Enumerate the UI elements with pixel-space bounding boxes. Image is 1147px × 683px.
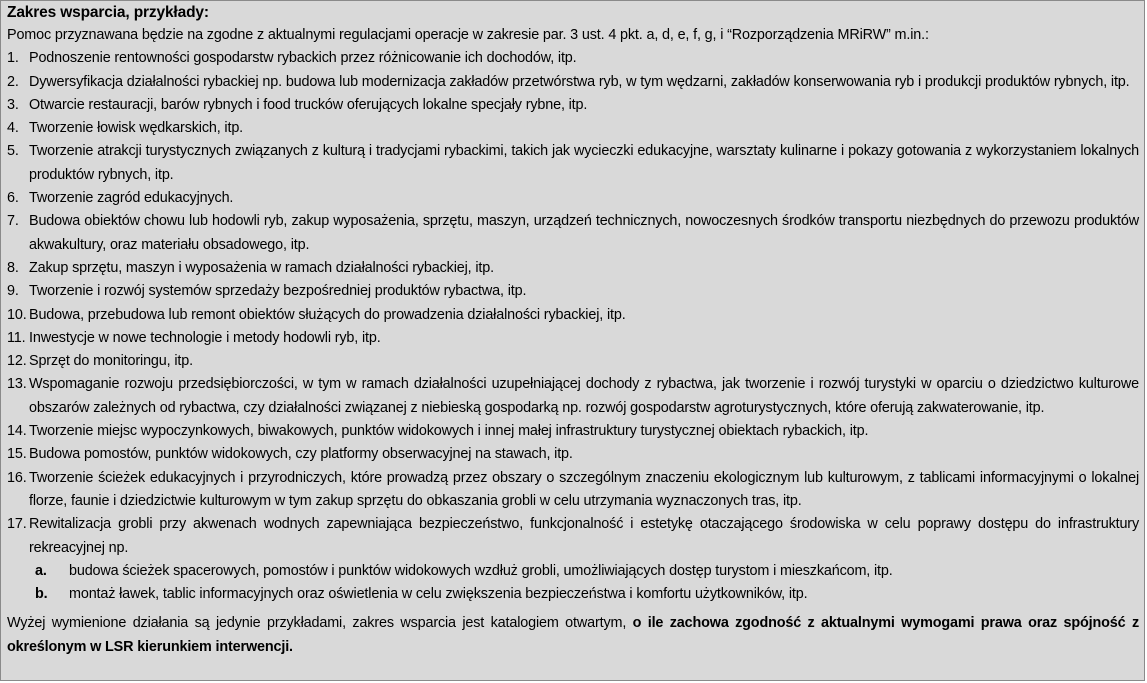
sub-list-text: montaż ławek, tablic informacyjnych oraz oświetlenia w celu zwiększenia bezpieczeństwa i komfortu użytkowników, itp. bbox=[69, 586, 808, 603]
list-item-text: Sprzęt do monitoringu, itp. bbox=[29, 353, 193, 370]
closing-paragraph bbox=[7, 612, 1139, 659]
list-item-text: Tworzenie i rozwój systemów sprzedaży bezpośredniej produktów rybactwa, itp. bbox=[29, 283, 527, 300]
list-item-number: 7. bbox=[7, 213, 19, 230]
list-item bbox=[7, 257, 1139, 280]
list-item-number: 6. bbox=[7, 190, 19, 207]
closing-text: Wyżej wymienione działania są jedynie przykładami, zakres wsparcia jest katalogiem otwartym, bbox=[7, 615, 633, 632]
numbered-list bbox=[7, 47, 1139, 560]
list-item-text: Inwestycje w nowe technologie i metody hodowli ryb, itp. bbox=[29, 329, 381, 346]
list-item-number: 15. bbox=[7, 446, 27, 463]
list-item-number: 1. bbox=[7, 50, 19, 67]
list-item bbox=[7, 350, 1139, 373]
list-item-number: 8. bbox=[7, 259, 19, 276]
list-item-text: Budowa pomostów, punktów widokowych, czy platformy obserwacyjnej na stawach, itp. bbox=[29, 446, 573, 463]
list-item-number: 16. bbox=[7, 469, 27, 486]
list-item-number: 11. bbox=[7, 329, 26, 346]
intro-paragraph: Pomoc przyznawana będzie na zgodne z aktualnymi regulacjami operacje w zakresie par. 3 ust. 4 pkt. a, d, e, f, g, i “Rozporządzenia MRiRW” m.in.: bbox=[7, 27, 929, 43]
list-item bbox=[7, 140, 1139, 187]
list-item bbox=[7, 327, 1139, 350]
list-item-text: Tworzenie ścieżek edukacyjnych i przyrodniczych, które prowadzą przez obszary o szczególnym znaczeniu ekologicznym lub kulturowym, z tablicami informacyjnymi o lokalnej florze, faunie i dziedzictwie kulturowym w tym zakup sprzętu do obkaszania grobli w celu utrzymania wyznaczonych tras, itp. bbox=[29, 469, 1139, 509]
list-item bbox=[7, 513, 1139, 560]
list-item-text: Wspomaganie rozwoju przedsiębiorczości, w tym w ramach działalności uzupełniającej dochody z rybactwa, jak tworzenie i rozwój turystyki w oparciu o dziedzictwo kulturowe obszarów zależnych od rybactwa, czy działalności związanej z niebieską gospodarką np. rozwój gospodarstw agroturystycznych, które oferują zakwaterowanie, itp. bbox=[29, 376, 1139, 416]
list-item bbox=[7, 117, 1139, 140]
sub-list bbox=[7, 560, 1139, 607]
list-item-text: Tworzenie atrakcji turystycznych związanych z kulturą i tradycjami rybackimi, takich jak wycieczki edukacyjne, warsztaty kulinarne i pokazy gotowania z wykorzystaniem lokalnych produktów rybnych, itp. bbox=[29, 143, 1139, 183]
list-item bbox=[7, 420, 1139, 443]
sub-list-item bbox=[7, 560, 1139, 583]
list-item-text: Tworzenie miejsc wypoczynkowych, biwakowych, punktów widokowych i innej małej infrastruktury turystycznej obiektach rybackich, itp. bbox=[29, 423, 869, 440]
list-item-number: 9. bbox=[7, 283, 19, 300]
list-item bbox=[7, 304, 1139, 327]
list-item-text: Otwarcie restauracji, barów rybnych i food trucków oferujących lokalne specjały rybne, itp. bbox=[29, 96, 588, 113]
list-item bbox=[7, 47, 1139, 70]
list-item bbox=[7, 443, 1139, 466]
document-content bbox=[7, 2, 1139, 659]
list-item bbox=[7, 467, 1139, 514]
list-item-number: 3. bbox=[7, 96, 19, 113]
sub-list-letter: a. bbox=[35, 562, 47, 579]
list-item bbox=[7, 373, 1139, 420]
list-item-number: 12. bbox=[7, 353, 27, 370]
list-item-text: Rewitalizacja grobli przy akwenach wodnych zapewniająca bezpieczeństwo, funkcjonalność i estetykę otaczającego środowiska w celu poprawy dostępu do infrastruktury rekreacyjnej np. bbox=[29, 516, 1139, 556]
list-item bbox=[7, 187, 1139, 210]
list-item-text: Tworzenie zagród edukacyjnych. bbox=[29, 190, 234, 207]
sub-list-item bbox=[7, 583, 1139, 606]
list-item-number: 4. bbox=[7, 120, 19, 137]
list-item bbox=[7, 210, 1139, 257]
section-title: Zakres wsparcia, przykłady: bbox=[7, 4, 209, 21]
list-item-text: Tworzenie łowisk wędkarskich, itp. bbox=[29, 120, 244, 137]
list-item-text: Zakup sprzętu, maszyn i wyposażenia w ramach działalności rybackiej, itp. bbox=[29, 259, 494, 276]
list-item-number: 10. bbox=[7, 306, 27, 323]
list-item-text: Dywersyfikacja działalności rybackiej np. budowa lub modernizacja zakładów przetwórstwa ryb, w tym wędzarni, zakładów konserwowania ryb i produkcji produktów rybnych, itp. bbox=[29, 73, 1130, 90]
sub-list-letter: b. bbox=[35, 586, 48, 603]
list-item-number: 13. bbox=[7, 376, 27, 393]
list-item-text: Budowa, przebudowa lub remont obiektów służących do prowadzenia działalności rybackiej, itp. bbox=[29, 306, 626, 323]
list-item-number: 17. bbox=[7, 516, 27, 533]
closing-bold-text: o ile zachowa zgodność z aktualnymi wymogami prawa oraz spójność z określonym w LSR kierunkiem interwencji. bbox=[7, 615, 1140, 655]
list-item bbox=[7, 94, 1139, 117]
list-item-text: Budowa obiektów chowu lub hodowli ryb, zakup wyposażenia, sprzętu, maszyn, urządzeń technicznych, nowoczesnych środków transportu niezbędnych do przewozu produktów akwakultury, oraz materiału obsadowego, itp. bbox=[29, 213, 1139, 253]
list-item-number: 5. bbox=[7, 143, 19, 160]
list-item-text: Podnoszenie rentowności gospodarstw rybackich przez różnicowanie ich dochodów, itp. bbox=[29, 50, 577, 67]
list-item bbox=[7, 280, 1139, 303]
list-item bbox=[7, 71, 1139, 94]
list-item-number: 2. bbox=[7, 73, 19, 90]
list-item-number: 14. bbox=[7, 423, 27, 440]
sub-list-text: budowa ścieżek spacerowych, pomostów i punktów widokowych wzdłuż grobli, umożliwiających dostęp turystom i mieszkańcom, itp. bbox=[69, 562, 893, 579]
